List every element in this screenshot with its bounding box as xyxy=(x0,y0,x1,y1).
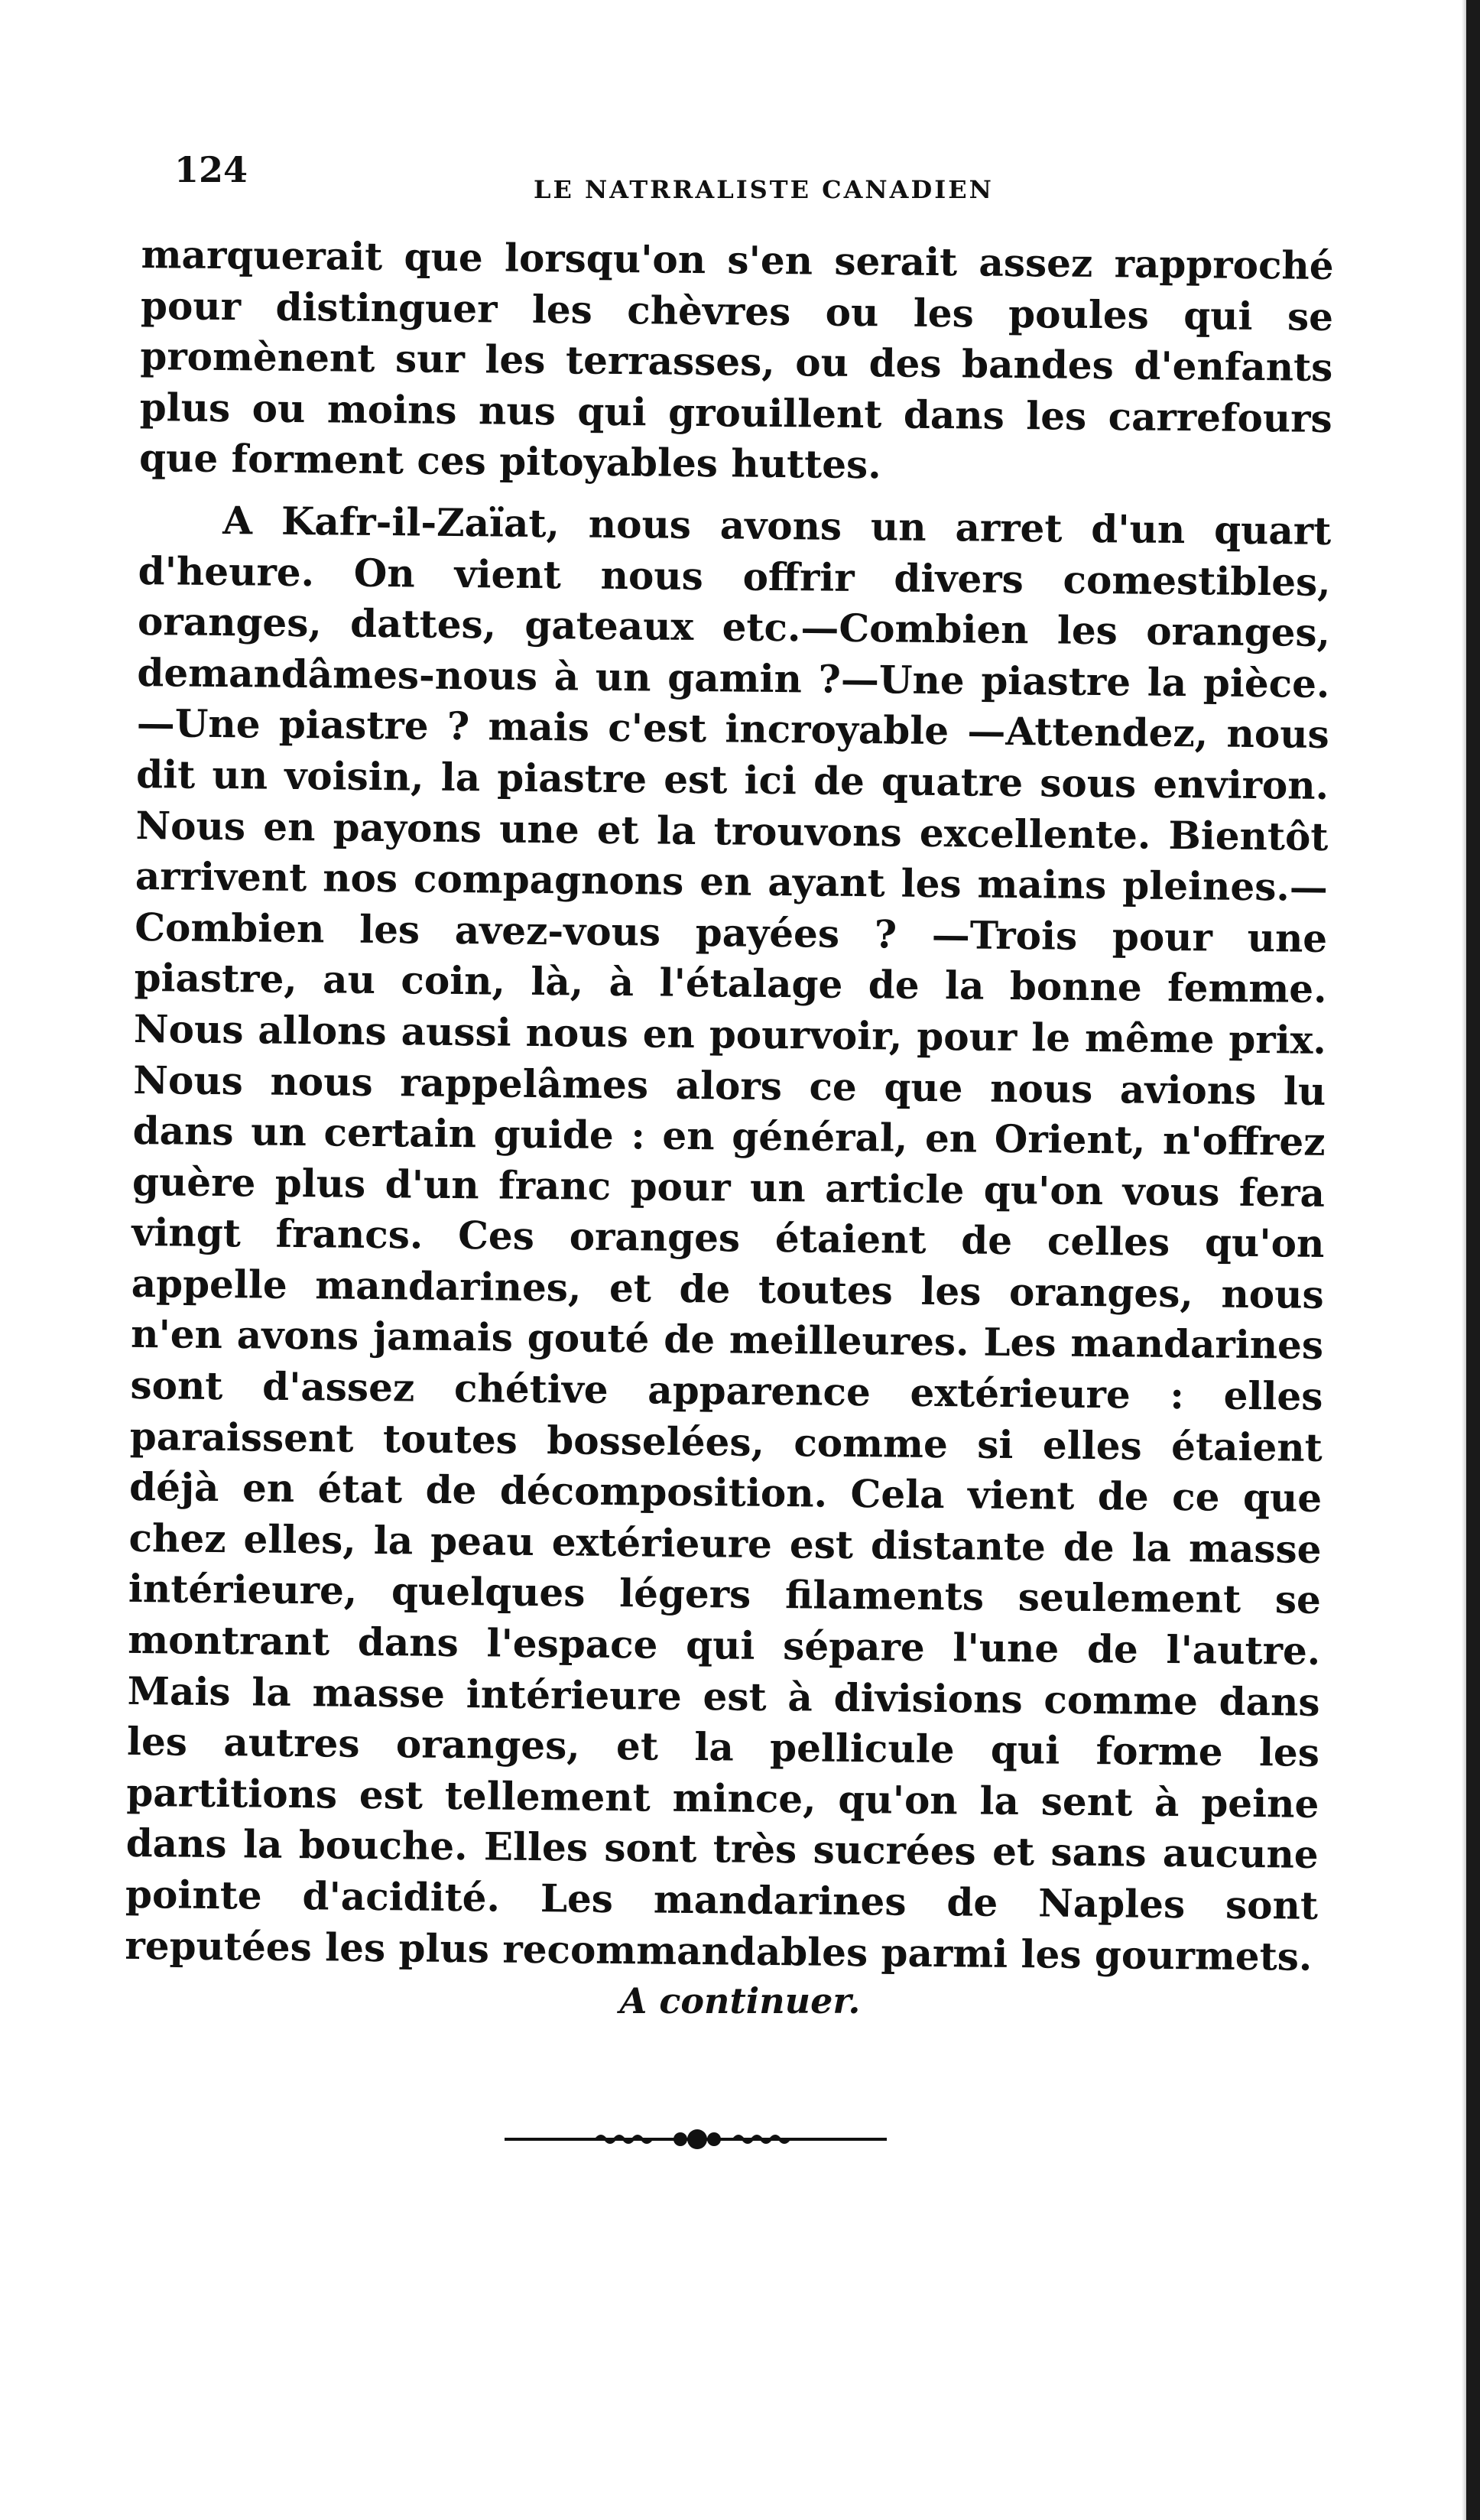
page-number: 124 xyxy=(174,149,248,190)
body-text xyxy=(125,229,1334,1993)
running-title: LE NATRRALISTE CANADIEN xyxy=(534,175,994,204)
paragraph-kafr-il-zaiat: A Kafr-il-Zaïat, nous avons un arret d'un quart d'heure. On vient nous offrir divers comestibles, oranges, dattes, gateaux etc.—Combien les oranges, demandâmes-nous à un gamin ?—Une piastre la pièce.—Une piastre ? mais c'est incroyable —Attendez, nous dit un voisin, la piastre est ici de quatre sous environ. Nous en payons une et la trouvons excellente. Bientôt arrivent nos compagnons en ayant les mains pleines.—Combien les avez-vous payées ? —Trois pour une piastre, au coin, là, à l'étalage de la bonne femme. Nous allons aussi nous en pourvoir, pour le même prix. Nous nous rappelâmes alors ce que nous avions lu dans un certain guide : en général, en Orient, n'offrez guère plus d'un franc pour un article qu'on vous fera vingt francs. Ces oranges étaient de celles qu'on appelle mandarines, et de toutes les oranges, nous n'en avons jamais gouté de meilleures. Les mandarines sont d'assez chétive apparence extérieure : elles paraissent toutes bosselées, comme si elles étaient déjà en état de décomposition. Cela vient de ce que chez elles, la peau extérieure est distante de la masse intérieure, quelques légers filaments seulement se montrant dans l'espace qui sépare l'une de l'autre. Mais la masse intérieure est à divisions comme dans les autres oranges, et la pellicule qui forme les partitions est tellement mince, qu'on la sent à peine dans la bouche. Elles sont très sucrées et sans aucune pointe d'acidité. Les mandarines de Naples sont reputées les plus recommandables parmi les gourmets. xyxy=(125,498,1332,1979)
to-be-continued-note: A continuer. xyxy=(619,1980,861,2022)
paragraph-continuation: marquerait que lorsqu'on s'en serait assez rapproché pour distinguer les chèvres ou les poules qui se promènent sur les terrasses, ou des bandes d'enfants plus ou moins nus qui grouillent dans les carrefours que forment ces pitoyables huttes. xyxy=(138,231,1334,488)
page-header xyxy=(174,149,1336,210)
decorative-rule-icon xyxy=(505,2125,887,2153)
page-edge xyxy=(1466,0,1480,2520)
